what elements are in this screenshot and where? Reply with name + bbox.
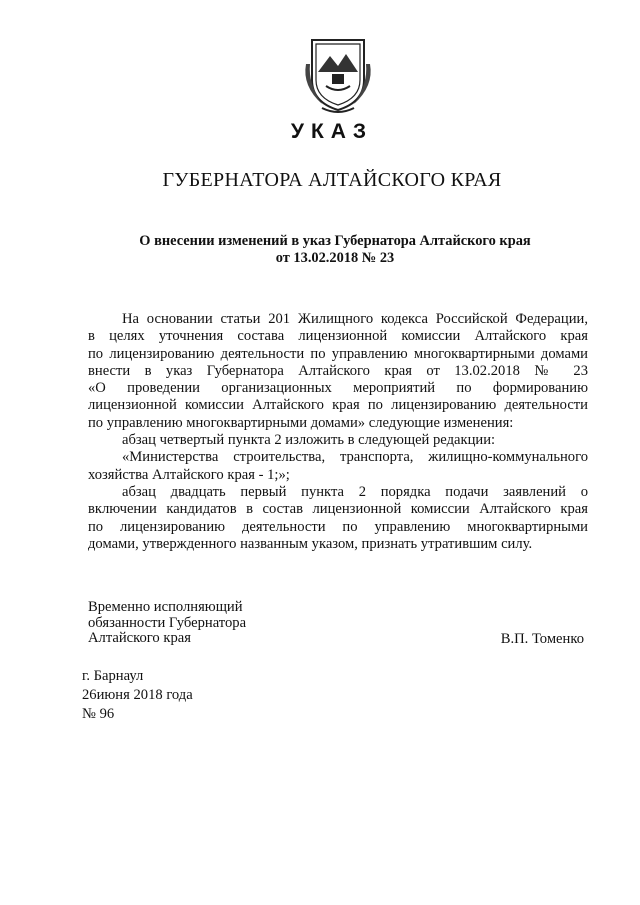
position-line: обязанности Губернатора	[88, 614, 247, 631]
document-type-title: УКАЗ	[290, 120, 374, 143]
subject-line-1: О внесении изменений в указ Губернатора Алтайского края	[139, 233, 531, 249]
paragraph-4-line: домами, утвержденного названным указом, признать утратившим силу.	[88, 535, 533, 552]
paragraph-3-line: хозяйства Алтайского края - 1;»;	[88, 466, 290, 483]
paragraph-2: абзац четвертый пункта 2 изложить в следующей редакции:	[122, 432, 496, 449]
paragraph-3	[88, 449, 588, 484]
paragraph-3-line: «Министерства строительства, транспорта, жилищно-коммунального	[122, 449, 588, 466]
issuer-title: ГУБЕРНАТОРА АЛТАЙСКОГО КРАЯ	[162, 169, 502, 191]
position-line: Временно исполняющий	[88, 599, 243, 615]
paragraph-1-line: лицензионной комиссии Алтайского края по лицензированию деятельности	[88, 397, 588, 414]
issue-details	[82, 667, 193, 724]
paragraph-1-line: по управлению многоквартирными домами» следующие изменения:	[88, 414, 514, 431]
decree-subject	[0, 233, 640, 267]
decree-number: № 96	[82, 706, 115, 722]
paragraph-1-line: «О проведении организационных мероприятий по формированию	[88, 380, 588, 397]
altai-krai-coat-of-arms-icon	[302, 34, 374, 114]
paragraph-4-line: по лицензированию деятельности по управлению многоквартирными	[88, 518, 588, 535]
issue-place: г. Барнаул	[82, 668, 144, 684]
position-line: Алтайского края	[88, 630, 191, 646]
issue-date: 26июня 2018 года	[82, 687, 193, 703]
subject-line-2: от 13.02.2018 № 23	[275, 250, 395, 266]
paragraph-1-line: На основании статьи 201 Жилищного кодекса Российской Федерации,	[122, 311, 588, 327]
signatory-position	[88, 600, 246, 647]
paragraph-1-line: по лицензированию деятельности по управлению многоквартирными домами	[88, 345, 588, 362]
paragraph-1	[88, 311, 588, 432]
paragraph-4-line: включении кандидатов в состав лицензионной комиссии Алтайского края	[88, 501, 588, 518]
decree-body	[88, 311, 588, 553]
paragraph-4	[88, 484, 588, 553]
signatory-name: В.П. Томенко	[500, 631, 584, 647]
paragraph-4-line: абзац двадцать первый пункта 2 порядка подачи заявлений о	[122, 483, 588, 500]
paragraph-1-line: внести в указ Губернатора Алтайского края от 13.02.2018 № 23	[88, 362, 588, 379]
paragraph-1-line: в целях уточнения состава лицензионной комиссии Алтайского края	[88, 328, 588, 345]
